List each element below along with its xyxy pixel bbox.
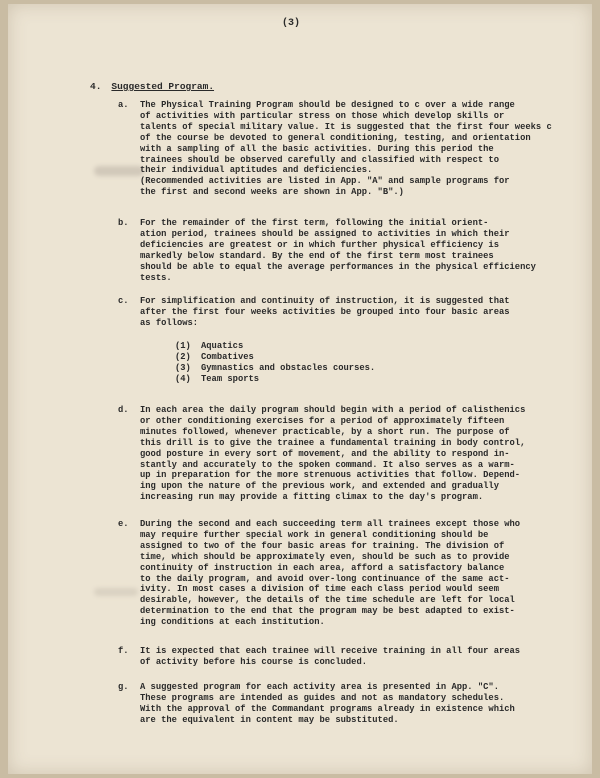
paragraph-d xyxy=(118,405,583,503)
text-line: talents of special military value. It is suggested that the first four weeks c xyxy=(140,121,552,132)
paragraph-body xyxy=(140,646,583,668)
text-line: (Recommended activities are listed in App. "A" and sample programs for xyxy=(140,176,510,187)
text-line: increasing run may provide a fitting climax to the day's program. xyxy=(140,492,484,503)
activity-area-list xyxy=(175,341,375,385)
text-line: minutes followed, whenever practicable, by a short run. The purpose of xyxy=(140,426,510,437)
paragraph-body xyxy=(140,296,583,329)
text-line: A suggested program for each activity area is presented in App. "C". xyxy=(140,682,499,692)
paragraph-letter: c. xyxy=(118,296,129,306)
text-line: or other conditioning exercises for a period of approximately fifteen xyxy=(140,415,505,426)
list-item: (2) Combatives xyxy=(175,351,254,362)
section-heading xyxy=(90,81,214,92)
text-line: of the course be devoted to general conditioning, testing, and orientation xyxy=(140,132,531,143)
text-line: ation period, trainees should be assigned to activities in which their xyxy=(140,228,510,239)
paragraph-body xyxy=(140,218,583,283)
paragraph-body xyxy=(140,682,583,726)
text-line: good posture in every sort of movement, and the ability to respond in- xyxy=(140,448,510,459)
paragraph-e xyxy=(118,519,583,628)
text-line: markedly below standard. By the end of the first term most trainees xyxy=(140,250,494,261)
paragraph-c xyxy=(118,296,583,329)
text-line: after the first four weeks activities be grouped into four basic areas xyxy=(140,306,510,317)
paragraph-letter: a. xyxy=(118,100,129,110)
section-title: Suggested Program. xyxy=(111,81,215,92)
text-line: trainees should be observed carefully and classified with respect to xyxy=(140,154,499,165)
text-line: are the equivalent in content may be substituted. xyxy=(140,714,399,725)
paragraph-f xyxy=(118,646,583,668)
list-item: (4) Team sports xyxy=(175,373,260,384)
paragraph-g xyxy=(118,682,583,726)
text-line: For the remainder of the first term, following the initial orient- xyxy=(140,218,489,228)
text-line: of activities with particular stress on those which develop skills or xyxy=(140,110,505,121)
text-line: tests. xyxy=(140,272,172,283)
text-line: deficiencies are greatest or in which further physical efficiency is xyxy=(140,239,499,250)
text-line: ing upon the nature of the previous work, and extended and gradually xyxy=(140,481,499,492)
text-line: as follows: xyxy=(140,317,199,328)
paragraph-body xyxy=(140,519,583,628)
paragraph-letter: d. xyxy=(118,405,129,415)
text-line: may require further special work in general conditioning should be xyxy=(140,529,489,540)
paragraph-b xyxy=(118,218,583,283)
text-line: It is expected that each trainee will receive training in all four areas xyxy=(140,646,521,656)
text-line: continuity of instruction in each area, afford a satisfactory balance xyxy=(140,562,505,573)
paragraph-letter: f. xyxy=(118,646,129,656)
text-line: to the daily program, and avoid over-long continuance of the same act- xyxy=(140,573,510,584)
list-item: (1) Aquatics xyxy=(175,341,244,351)
paragraph-letter: b. xyxy=(118,218,129,228)
text-line: These programs are intended as guides and not as mandatory schedules. xyxy=(140,692,505,703)
page-number: (3) xyxy=(282,18,301,29)
text-line: With the approval of the Commandant programs already in existence which xyxy=(140,703,515,714)
text-line: stantly and accurately to the spoken command. It also serves as a warm- xyxy=(140,459,515,470)
paragraph-body xyxy=(140,405,583,503)
paragraph-body xyxy=(140,100,583,198)
paragraph-letter: e. xyxy=(118,519,129,529)
text-line: their individual aptitudes and deficiencies. xyxy=(140,165,373,176)
text-line: For simplification and continuity of instruction, it is suggested that xyxy=(140,296,510,306)
paragraph-letter: g. xyxy=(118,682,129,692)
text-line: assigned to two of the four basic areas for training. The division of xyxy=(140,540,505,551)
list-item: (3) Gymnastics and obstacles courses. xyxy=(175,362,376,373)
text-line: this drill is to give the trainee a fundamental training in body control, xyxy=(140,437,526,448)
text-line: determination to the end that the program may be best adapted to exist- xyxy=(140,606,515,617)
text-line: should be able to equal the average performances in the physical efficiency xyxy=(140,261,536,272)
paragraph-a xyxy=(118,100,583,198)
text-line: ing conditions at each institution. xyxy=(140,617,325,628)
text-line: the first and second weeks are shown in App. "B".) xyxy=(140,187,404,198)
document-page xyxy=(8,4,592,774)
text-line: desirable, however, the details of the time schedule are left for local xyxy=(140,595,515,606)
text-line: The Physical Training Program should be designed to c over a wide range xyxy=(140,100,515,110)
text-line: up in preparation for the more strenuous activities that follow. Depend- xyxy=(140,470,521,481)
text-line: ivity. In most cases a division of time each class period would seem xyxy=(140,584,499,595)
text-line: time, which should be approximately even, should be such as to provide xyxy=(140,551,510,562)
text-line: of activity before his course is concluded. xyxy=(140,656,367,667)
text-line: In each area the daily program should begin with a period of calisthenics xyxy=(140,405,526,415)
text-line: with a sampling of all the basic activities. During this period the xyxy=(140,143,494,154)
section-number: 4. xyxy=(90,81,102,92)
text-line: During the second and each succeeding term all trainees except those who xyxy=(140,519,521,529)
